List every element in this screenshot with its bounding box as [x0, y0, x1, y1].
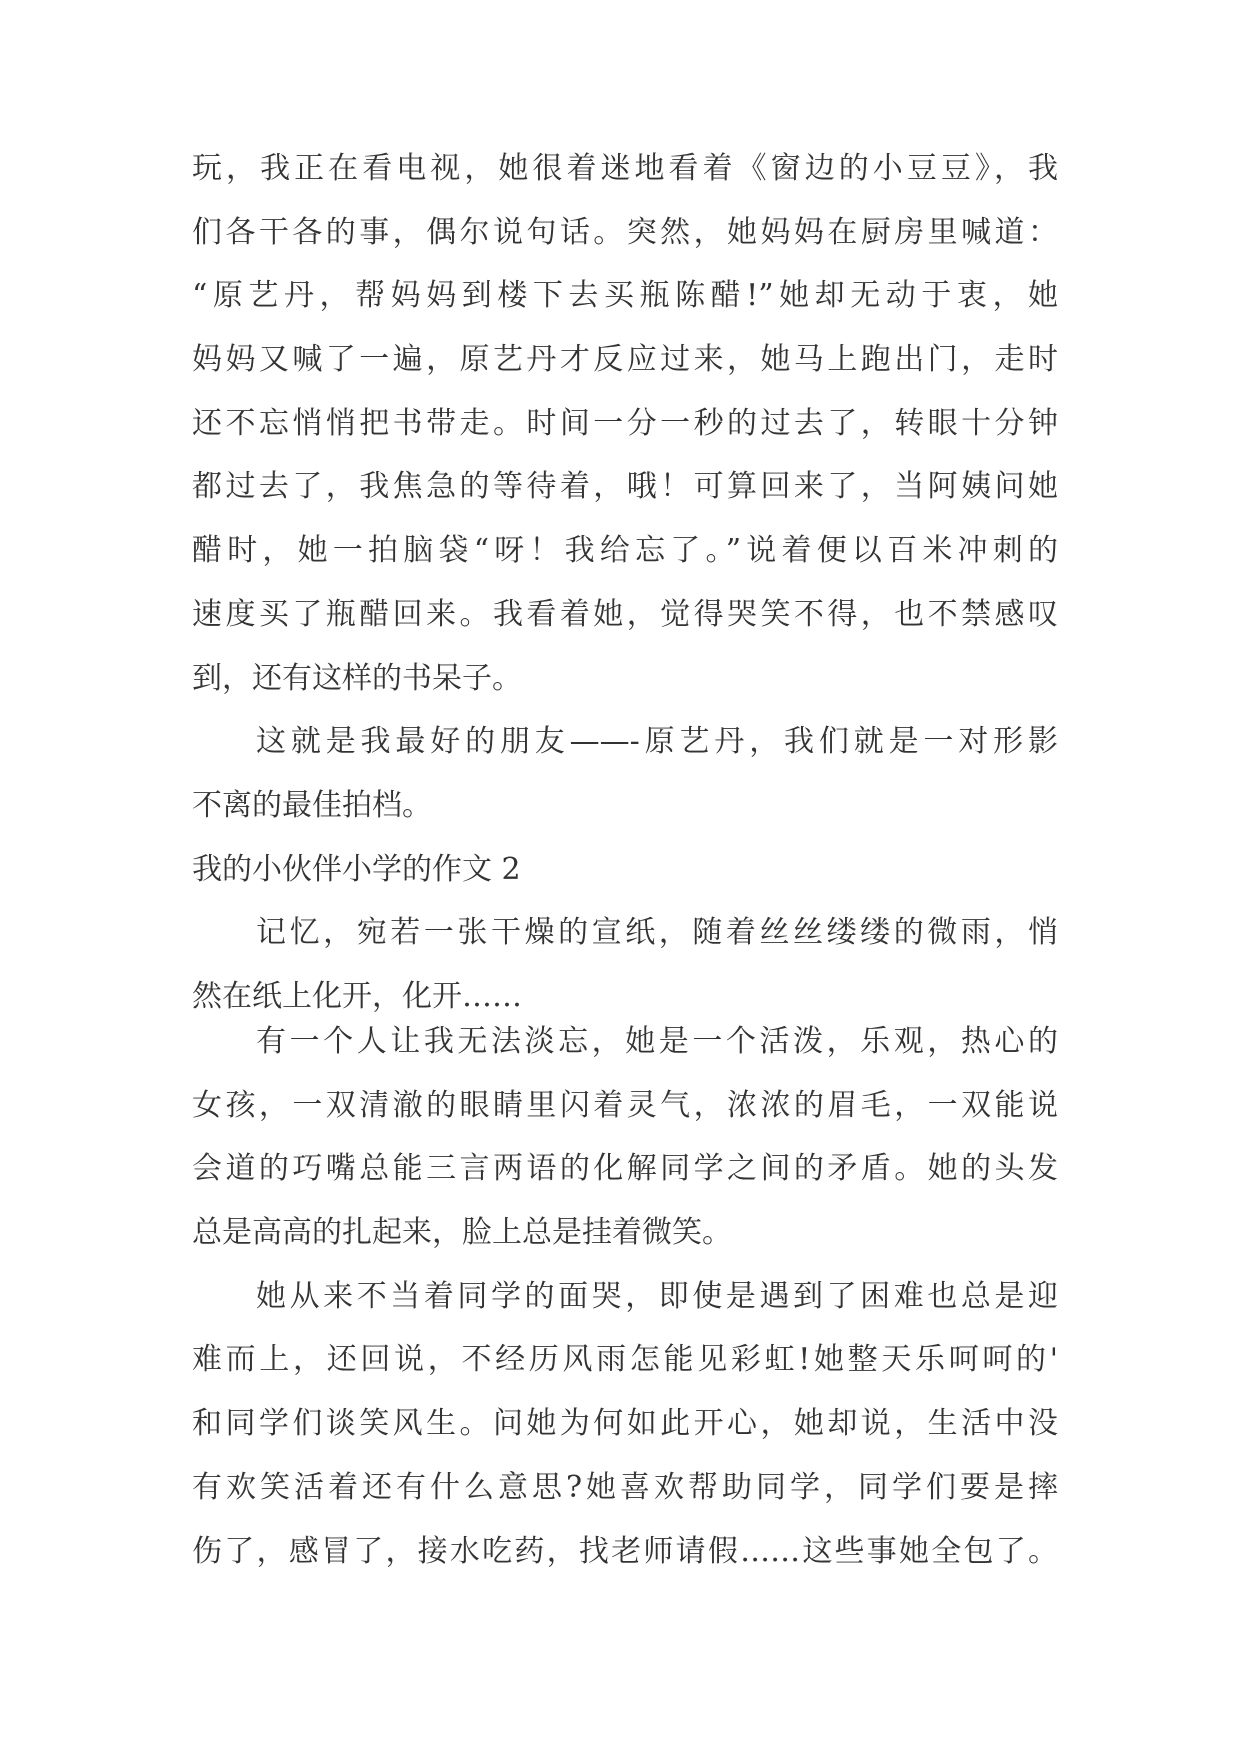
- text-line: 会道的巧嘴总能三言两语的化解同学之间的矛盾。她的头发: [192, 1151, 1058, 1187]
- text-line: 总是高高的扎起来，脸上总是挂着微笑。: [192, 1215, 732, 1251]
- paragraph-first-line: 记忆，宛若一张干燥的宣纸，随着丝丝缕缕的微雨，悄: [256, 915, 1058, 951]
- text-block-bottom: [192, 1010, 1058, 1583]
- text-line: 都过去了，我焦急的等待着，哦！可算回来了，当阿姨问她: [192, 469, 1058, 505]
- paragraph-first-line: 这就是我最好的朋友——-原艺丹，我们就是一对形影: [256, 724, 1058, 760]
- text-line: 醋时，她一拍脑袋“呀！我给忘了。”说着便以百米冲刺的: [192, 533, 1058, 569]
- text-line: 有欢笑活着还有什么意思?她喜欢帮助同学，同学们要是摔: [192, 1469, 1058, 1505]
- text-line: “原艺丹，帮妈妈到楼下去买瓶陈醋!”她却无动于衷，她: [192, 278, 1058, 314]
- text-line: 伤了，感冒了，接水吃药，找老师请假……这些事她全包了。: [192, 1533, 1058, 1569]
- text-line: 不离的最佳拍档。: [192, 787, 432, 823]
- text-line: 速度买了瓶醋回来。我看着她，觉得哭笑不得，也不禁感叹: [192, 596, 1058, 632]
- paragraph-first-line: 她从来不当着同学的面哭，即使是遇到了困难也总是迎: [256, 1278, 1058, 1314]
- text-line: 到，还有这样的书呆子。: [192, 660, 522, 696]
- text-line: 难而上，还回说，不经历风雨怎能见彩虹!她整天乐呵呵的': [192, 1342, 1058, 1378]
- text-block-top: [192, 137, 1058, 1029]
- text-line: 还不忘悄悄把书带走。时间一分一秒的过去了，转眼十分钟: [192, 405, 1058, 441]
- section-heading: 我的小伙伴小学的作文 2: [192, 851, 521, 887]
- text-line: 然在纸上化开，化开……: [192, 978, 522, 1014]
- text-line: 女孩，一双清澈的眼睛里闪着灵气，浓浓的眉毛，一双能说: [192, 1087, 1058, 1123]
- text-line: 玩，我正在看电视，她很着迷地看着《窗边的小豆豆》，我: [192, 151, 1058, 186]
- text-line: 妈妈又喊了一遍，原艺丹才反应过来，她马上跑出门，走时: [192, 342, 1058, 378]
- text-line: 们各干各的事，偶尔说句话。突然，她妈妈在厨房里喊道：: [192, 214, 1058, 250]
- paragraph-first-line: 有一个人让我无法淡忘，她是一个活泼，乐观，热心的: [256, 1024, 1058, 1059]
- text-line: 和同学们谈笑风生。问她为何如此开心，她却说，生活中没: [192, 1406, 1058, 1442]
